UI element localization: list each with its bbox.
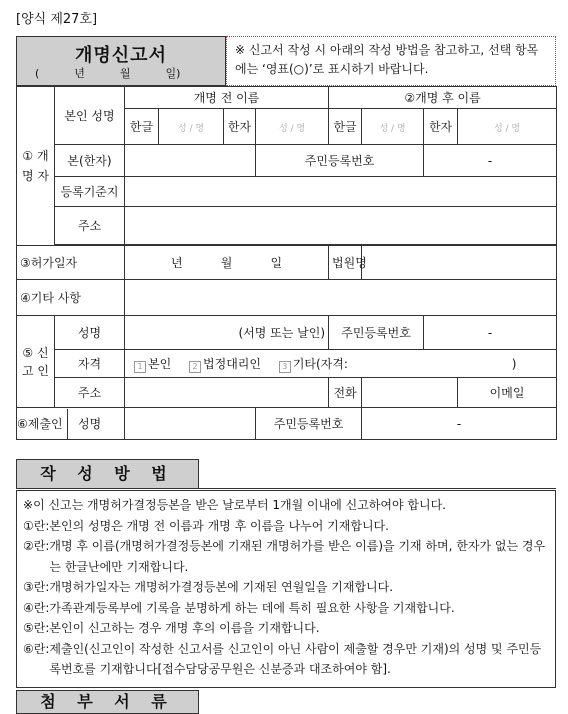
- phone-label: 전화: [329, 378, 362, 408]
- phone-field[interactable]: [362, 378, 458, 408]
- before-hanja-label: 한자: [224, 109, 256, 145]
- before-hangul-label: 한글: [125, 109, 159, 145]
- attach-title: 첨 부 서 류: [16, 690, 199, 714]
- reporter-address-label: 주소: [55, 378, 125, 408]
- method-line: ⑥란: 제출인(신고인이 작성한 신고서를 신고인이 아닌 사람이 제출할 경우만 기재)의 성명 및 주민등록번호를 기재합니다[접수담당공무원은 신분증과 대조하여야 함].: [23, 641, 542, 676]
- report-form-table: [16, 86, 557, 440]
- submitter-label: ⑥제출인: [17, 409, 68, 439]
- before-name-header: 개명 전 이름: [125, 87, 329, 109]
- after-hanja-field[interactable]: 성 / 명: [458, 109, 557, 145]
- method-line: ⑤란: 본인이 신고하는 경우 개명 후의 이름을 기재합니다.: [23, 621, 320, 635]
- method-line: ④란: 가족관계등록부에 기록을 분명하게 하는 데에 특히 필요한 사항을 기재합니다.: [23, 600, 455, 615]
- qual-close-paren: ): [511, 356, 517, 371]
- changer-rrn-field[interactable]: -: [424, 145, 557, 177]
- email-label: 이메일: [458, 378, 557, 408]
- form-title: 개명신고서: [75, 45, 167, 66]
- reporter-rrn-label: 주민등록번호: [329, 316, 424, 350]
- after-hanja-label: 한자: [424, 109, 458, 145]
- permit-date-field[interactable]: 년 월 일: [125, 246, 329, 280]
- submitter-name-field[interactable]: [125, 408, 256, 440]
- reporter-name-label: 성명: [55, 316, 125, 350]
- after-hangul-field[interactable]: 성 / 명: [362, 109, 424, 145]
- before-hanja-field[interactable]: 성 / 명: [256, 109, 329, 145]
- bon-label: 본(한자): [55, 145, 125, 177]
- court-field[interactable]: [362, 246, 557, 280]
- changer-address-field[interactable]: [125, 207, 557, 245]
- other-label: ④기타 사항: [17, 280, 125, 316]
- instruction-note: ※ 신고서 작성 시 아래의 작성 방법을 참고하고, 선택 항목에는 ‘영표(○)’로 표시하기 바랍니다.: [226, 36, 556, 86]
- reporter-name-field[interactable]: (서명 또는 날인): [125, 316, 329, 350]
- submitter-label-cell: [17, 408, 125, 440]
- submitter-rrn-label: 주민등록번호: [256, 408, 362, 440]
- permit-date-label: ③허가일자: [17, 246, 125, 280]
- form-title-box: [16, 36, 226, 86]
- after-hangul-label: 한글: [329, 109, 362, 145]
- method-line: ③란: 개명허가일자는 개명허가결정등본에 기재된 연월일을 기재합니다.: [23, 580, 394, 594]
- method-title: 작 성 방 법: [16, 459, 199, 489]
- after-name-header: ②개명 후 이름: [329, 87, 557, 109]
- court-label: 법원명: [329, 246, 362, 280]
- reporter-address-field[interactable]: [125, 378, 329, 408]
- reporter-section-label: ⑤ 신 고 인: [17, 316, 55, 408]
- bon-field[interactable]: [125, 145, 256, 177]
- changer-rrn-label: 주민등록번호: [256, 145, 424, 177]
- method-line: ①란: 본인의 성명은 개명 전 이름과 개명 후 이름을 나누어 기재합니다.: [23, 518, 389, 533]
- method-line: ※ 이 신고는 개명허가결정등본을 받은 날로부터 1개월 이내에 신고하여야 합니다.: [23, 498, 446, 512]
- qual-options: [125, 350, 557, 378]
- form-number: [양식 제27호]: [16, 12, 98, 27]
- method-line: ②란: 개명 후 이름(개명허가결정등본에 기재된 개명허가를 받은 이름)을 기재 하며, 한자가 없는 경우는 한글난에만 기재합니다.: [23, 539, 546, 574]
- qual-option-legal-rep[interactable]: 2 법정대리인: [189, 357, 261, 371]
- qual-option-other[interactable]: 3 기타(자격:: [279, 357, 348, 371]
- before-hangul-field[interactable]: 성 / 명: [159, 109, 224, 145]
- changer-address-label: 주소: [55, 207, 125, 245]
- other-field[interactable]: [125, 280, 557, 316]
- self-name-label: 본인 성명: [55, 87, 125, 145]
- reporter-rrn-field[interactable]: -: [424, 316, 557, 350]
- method-divider: [199, 488, 556, 489]
- reg-base-field[interactable]: [125, 177, 557, 207]
- report-date-line: ( 년 월 일): [35, 67, 181, 80]
- submitter-rrn-field[interactable]: -: [362, 408, 557, 440]
- qual-label: 자격: [55, 350, 125, 378]
- reg-base-label: 등록기준지: [55, 177, 125, 207]
- submitter-name-label: 성명: [78, 416, 102, 431]
- changer-section-label: ① 개 명 자: [17, 87, 55, 246]
- method-box: [16, 490, 556, 688]
- qual-option-self[interactable]: 1 본인: [134, 357, 171, 371]
